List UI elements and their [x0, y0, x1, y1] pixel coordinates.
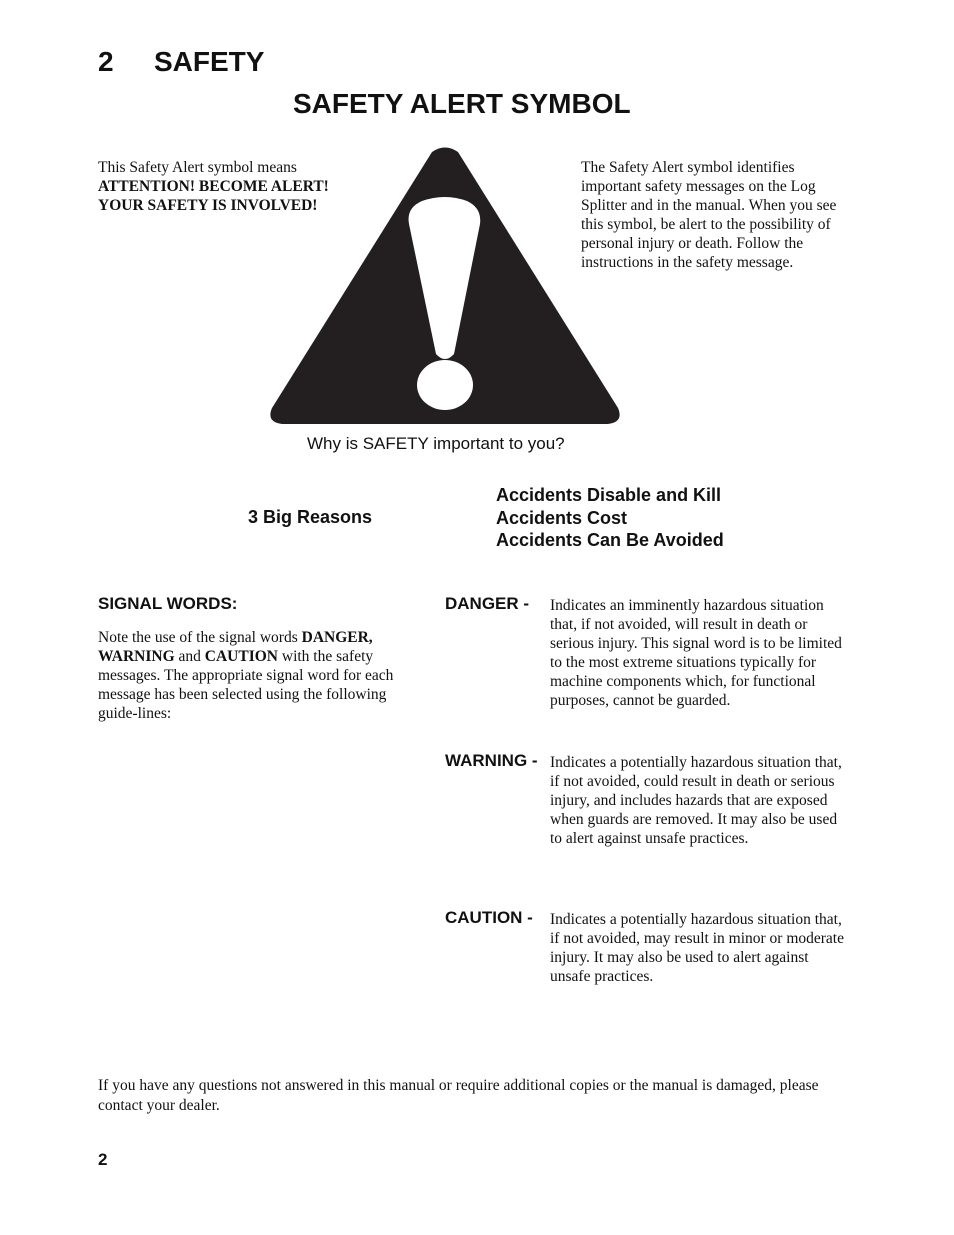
why-safety-question: Why is SAFETY important to you? [307, 434, 565, 453]
reason-item: Accidents Cost [496, 507, 628, 528]
alert-meaning-emphasis: ATTENTION! BECOME ALERT! YOUR SAFETY IS INVOLVED! [98, 178, 329, 214]
note-text: and [174, 648, 205, 665]
safety-alert-triangle-icon [268, 146, 622, 426]
section-title: SAFETY [154, 46, 265, 77]
warning-label: WARNING - [445, 751, 538, 770]
footer-note: If you have any questions not answered in this manual or require additional copies or the manual is damaged, please contact your dealer. [98, 1077, 819, 1114]
reason-item: Accidents Can Be Avoided [496, 530, 724, 550]
reasons-label: 3 Big Reasons [248, 507, 373, 527]
danger-description: Indicates an imminently hazardous situation that, if not avoided, will result in death or serious injury. This signal word is to be limited to the most extreme situations typically for machine components which, for functional purposes, cannot be guarded. [550, 597, 842, 709]
reason-item: Accidents Disable and Kill [496, 485, 722, 505]
note-text: Note the use of the signal words [98, 629, 302, 646]
warning-description: Indicates a potentially hazardous situation that, if not avoided, could result in death or serious injury, and includes hazards that are exposed when guards are removed. It may also be used to alert against unsafe practices. [550, 754, 842, 847]
signal-words-heading: SIGNAL WORDS: [98, 594, 238, 613]
alert-meaning-lead: This Safety Alert symbol means [98, 159, 297, 176]
reasons-list [496, 484, 724, 552]
danger-label: DANGER - [445, 594, 530, 613]
section-heading [98, 46, 264, 78]
page-number: 2 [98, 1150, 108, 1169]
page-title: SAFETY ALERT SYMBOL [293, 88, 631, 119]
note-text: with the safety messages. The appropriate signal word for each message has been selected using the following guide-lines: [98, 648, 394, 722]
note-bold-danger-warning: DANGER, WARNING [98, 629, 373, 665]
caution-description: Indicates a potentially hazardous situation that, if not avoided, may result in minor or moderate injury. It may also be used to alert against unsafe practices. [550, 911, 844, 985]
caution-label: CAUTION - [445, 908, 533, 927]
section-number: 2 [98, 46, 114, 77]
signal-words-note [98, 628, 423, 723]
exclamation-dot [417, 360, 473, 410]
alert-description-text: The Safety Alert symbol identifies important safety messages on the Log Splitter and in the manual. When you see this symbol, be alert to the possibility of personal injury or death. Follow the instructions in the safety message. [581, 159, 837, 271]
note-bold-caution: CAUTION [204, 648, 278, 665]
